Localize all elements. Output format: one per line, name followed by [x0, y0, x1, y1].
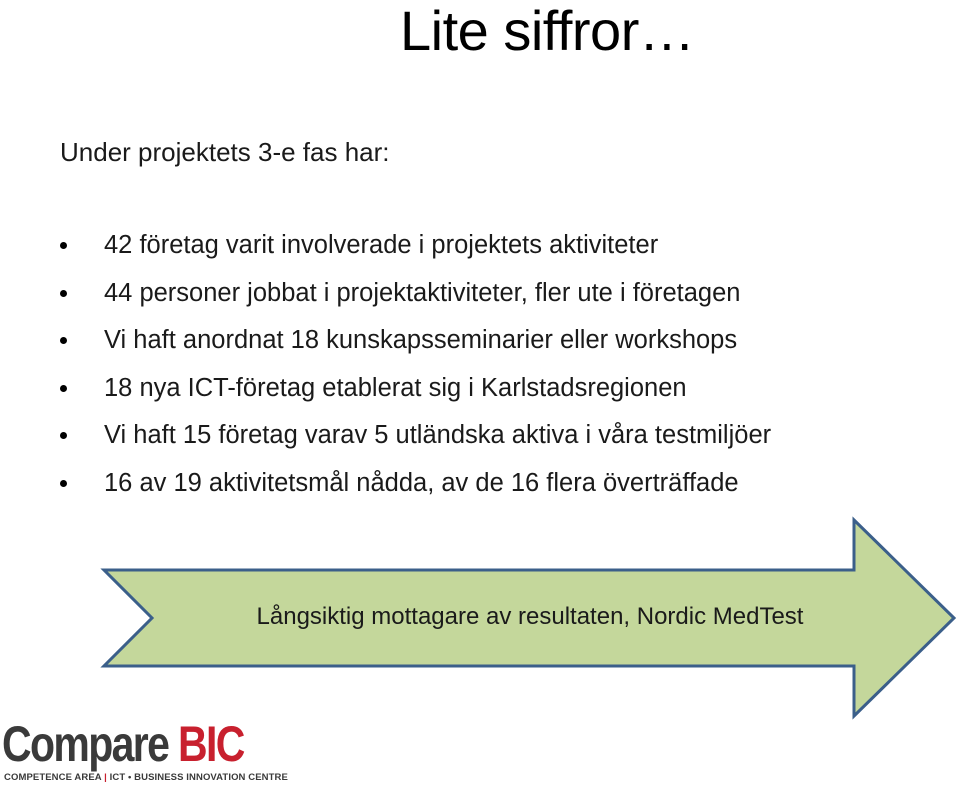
- logo-compare-text: Compare: [2, 716, 169, 772]
- bullet-text: Vi haft 15 företag varav 5 utländska aktiva i våra testmiljöer: [104, 421, 772, 449]
- bullet-text: 42 företag varit involverade i projektets aktiviteter: [104, 231, 659, 259]
- logo-tagline-left: COMPETENCE AREA: [4, 772, 102, 783]
- logo-tagline-sep: |: [104, 772, 107, 783]
- logo-tagline-right: • BUSINESS INNOVATION CENTRE: [128, 772, 288, 783]
- arrow-label: Långsiktig mottagare av resultaten, Nordic MedTest: [256, 603, 804, 630]
- bullet-text: Vi haft anordnat 18 kunskapsseminarier eller workshops: [104, 326, 738, 354]
- slide-title: Lite siffror…: [400, 0, 695, 62]
- bullet-text: 18 nya ICT-företag etablerat sig i Karlstadsregionen: [104, 373, 687, 402]
- bullet-text: 44 personer jobbat i projektaktiviteter, fler ute i företagen: [104, 278, 741, 307]
- logo-bic-text: BIC: [178, 716, 244, 772]
- bullet-text: 16 av 19 aktivitetsmål nådda, av de 16 flera överträffade: [104, 468, 739, 497]
- compare-bic-logo: [2, 716, 288, 784]
- logo-tagline: [4, 772, 288, 783]
- logo-wordmark: [2, 718, 244, 770]
- intro-text: Under projektets 3-e fas har:: [60, 137, 390, 167]
- logo-tagline-ict: ICT: [109, 772, 126, 783]
